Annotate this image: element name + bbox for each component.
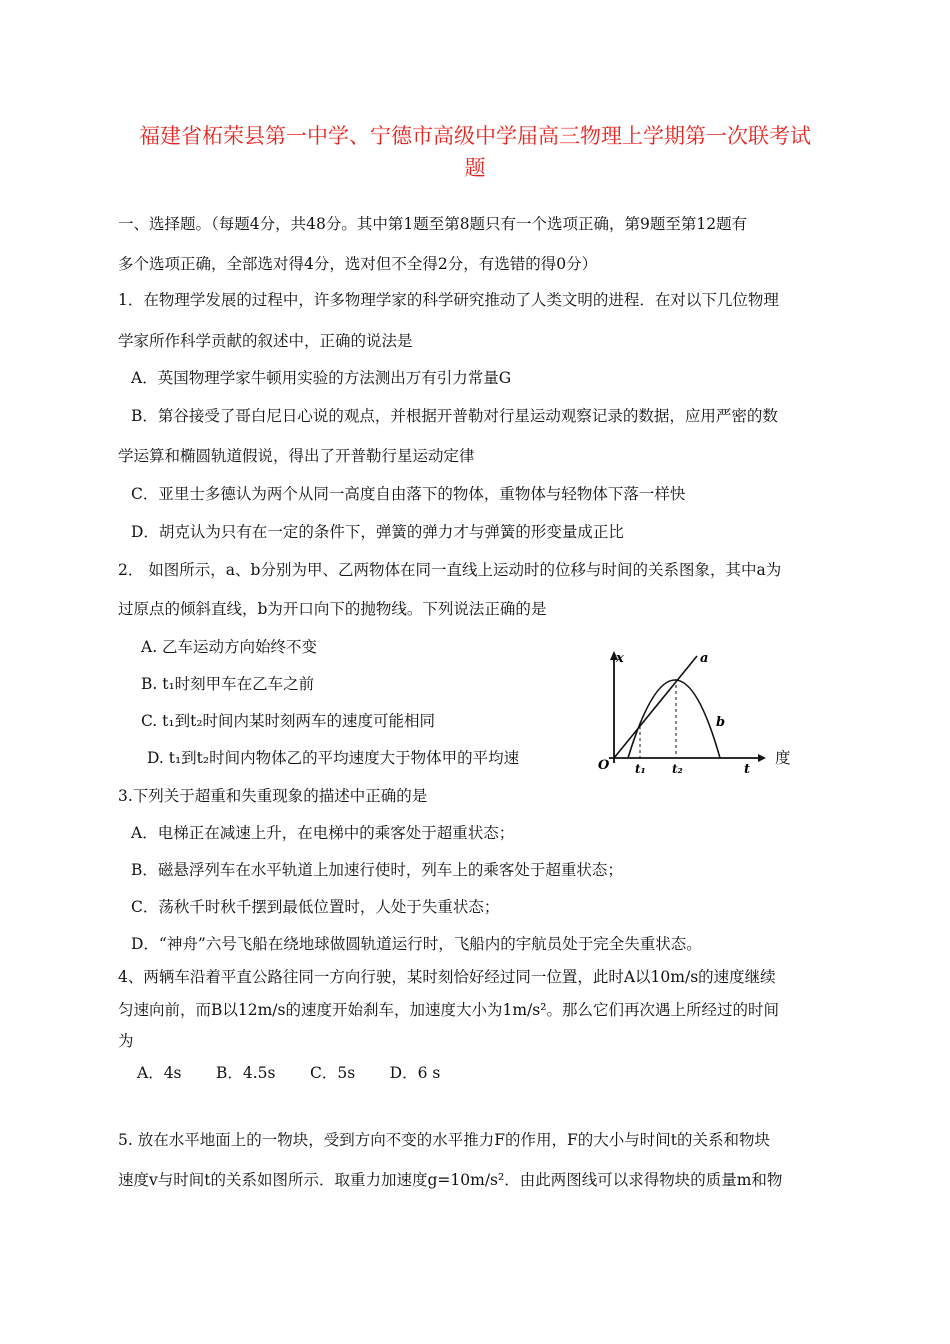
q1-option-b-continued: 学运算和椭圆轨道假说，得出了开普勒行星运动定律 bbox=[118, 447, 475, 465]
q1-option-a: A．英国物理学家牛顿用实验的方法测出万有引力常量G bbox=[131, 369, 512, 387]
document-title: 福建省柘荣县第一中学、宁德市高级中学届高三物理上学期第一次联考试 bbox=[139, 124, 811, 148]
q1-stem-continued: 学家所作科学贡献的叙述中，正确的说法是 bbox=[118, 332, 413, 350]
q3-option-c: C．荡秋千时秋千摆到最低位置时，人处于失重状态； bbox=[131, 898, 500, 916]
graph-origin-label: O bbox=[598, 758, 610, 773]
graph-t1-label: t₁ bbox=[635, 762, 646, 776]
graph-t-axis-arrow bbox=[758, 754, 766, 762]
q3-option-d: D．“神舟”六号飞船在绕地球做圆轨道运行时，飞船内的宇航员处于完全失重状态。 bbox=[131, 935, 702, 953]
q4-stem-continued: 匀速向前，而B以12m/s的速度开始刹车，加速度大小为1m/s²。那么它们再次遇上所经过的时间 bbox=[118, 1001, 779, 1019]
section-instructions: 一、选择题。（每题4分，共48分。其中第1题至第8题只有一个选项正确，第9题至第12题有 bbox=[118, 215, 748, 233]
graph-t-label: t bbox=[744, 762, 751, 777]
q4-stem: 4、两辆车沿着平直公路往同一方向行驶，某时刻恰好经过同一位置，此时A以10m/s的速度继续 bbox=[118, 968, 776, 986]
q5-stem-continued: 速度v与时间t的关系如图所示．取重力加速度g=10m/s²．由此两图线可以求得物块的质量m和物 bbox=[118, 1171, 783, 1189]
q2-option-d: D. t₁到t₂时间内物体乙的平均速度大于物体甲的平均速 bbox=[147, 749, 520, 767]
q4-stem-end: 为 bbox=[118, 1032, 134, 1050]
q1-option-b: B．第谷接受了哥白尼日心说的观点，并根据开普勒对行星运动观察记录的数据，应用严密的数 bbox=[131, 407, 778, 425]
q2-option-d-tail: 度 bbox=[775, 749, 791, 767]
q4-options: A．4s B．4.5s C．5s D．6 s bbox=[137, 1064, 441, 1082]
graph-t2-label: t₂ bbox=[672, 762, 683, 776]
document-title-continued: 题 bbox=[464, 156, 486, 180]
graph-curve-b bbox=[628, 680, 720, 758]
graph-b-label: b bbox=[716, 715, 726, 730]
q3-option-a: A．电梯正在减速上升，在电梯中的乘客处于超重状态； bbox=[131, 824, 515, 842]
q5-stem: 5. 放在水平地面上的一物块，受到方向不变的水平推力F的作用，F的大小与时间t的关系和物块 bbox=[118, 1131, 770, 1149]
q2-option-a: A. 乙车运动方向始终不变 bbox=[141, 638, 318, 656]
q1-stem: 1．在物理学发展的过程中，许多物理学家的科学研究推动了人类文明的进程．在对以下几位物理 bbox=[118, 291, 779, 309]
q2-option-b: B. t₁时刻甲车在乙车之前 bbox=[141, 675, 315, 693]
q3-stem: 3.下列关于超重和失重现象的描述中正确的是 bbox=[118, 787, 428, 805]
q3-option-b: B．磁悬浮列车在水平轨道上加速行使时，列车上的乘客处于超重状态； bbox=[131, 861, 623, 879]
section-instructions-continued: 多个选项正确，全部选对得4分，选对但不全得2分，有选错的得0分） bbox=[118, 255, 598, 273]
graph-x-label: x bbox=[616, 651, 624, 666]
q1-option-c: C．亚里士多德认为两个从同一高度自由落下的物体，重物体与轻物体下落一样快 bbox=[131, 485, 686, 503]
q2-option-c: C. t₁到t₂时间内某时刻两车的速度可能相同 bbox=[141, 712, 436, 730]
graph-a-label: a bbox=[700, 651, 709, 666]
q2-stem-continued: 过原点的倾斜直线，b为开口向下的抛物线。下列说法正确的是 bbox=[118, 600, 547, 618]
q2-stem: 2． 如图所示，a、b分别为甲、乙两物体在同一直线上运动时的位移与时间的关系图象，其中a为 bbox=[118, 561, 782, 579]
graph-line-a bbox=[614, 656, 697, 758]
q2-position-time-graph bbox=[592, 648, 772, 778]
q1-option-d: D．胡克认为只有在一定的条件下，弹簧的弹力才与弹簧的形变量成正比 bbox=[131, 523, 624, 541]
